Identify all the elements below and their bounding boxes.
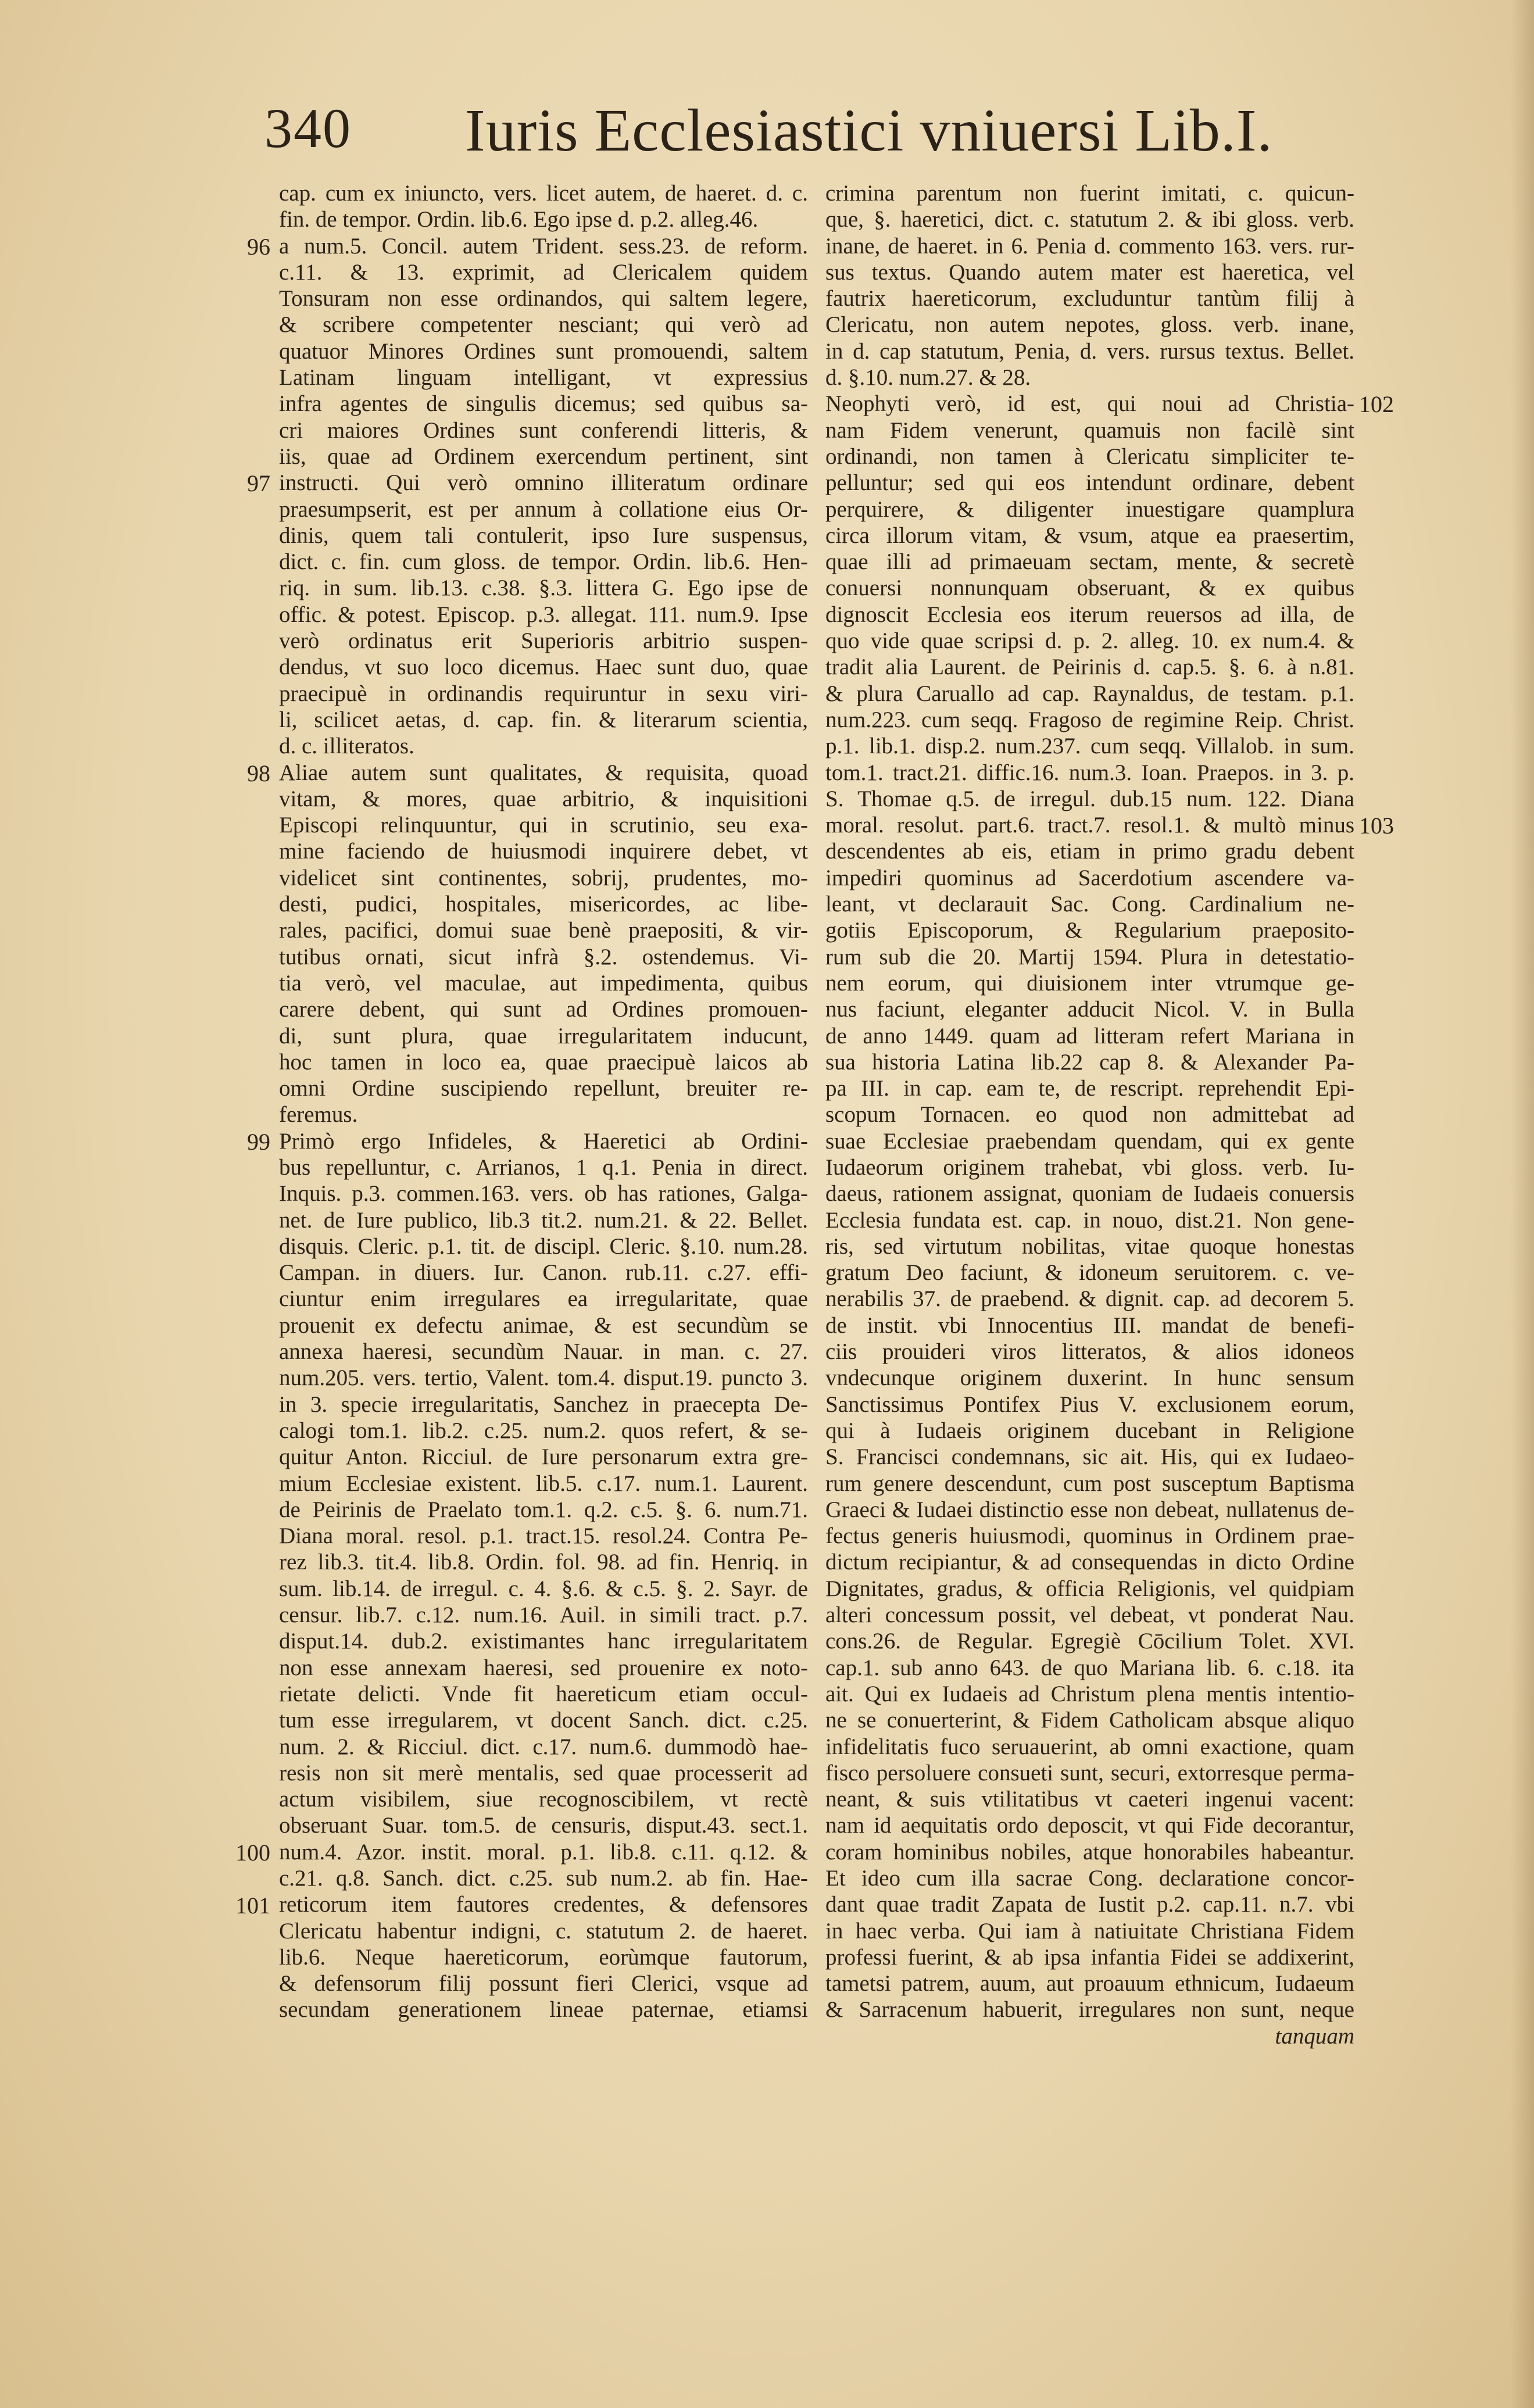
text-line: nus faciunt, eleganter adducit Nicol. V. in Bulla [825,997,1354,1022]
text-line: Inquis. p.3. commen.163. vers. ob has rationes, Galga- [279,1181,808,1207]
text-line: Ecclesia fundata est. cap. in nouo, dist.21. Non gene- [825,1207,1354,1233]
text-line: alteri concessum possit, vel debeat, vt ponderat Nau. [825,1602,1354,1628]
text-line: obseruant Suar. tom.5. de censuris, disput.43. sect.1. [279,1813,808,1838]
text-line: Clericatu, non autem nepotes, gloss. verb. inane, [825,312,1354,338]
text-line: ne se conuerterint, & Fidem Catholicam absque aliquo [825,1708,1354,1733]
text-line: Neophyti verò, id est, qui noui ad Christia- [825,391,1354,417]
text-line: in haec verba. Qui iam à natiuitate Christiana Fidem [825,1918,1354,1944]
text-line: crimina parentum non fuerint imitati, c. quicun- [825,181,1354,206]
margin-number: 103 [1359,813,1394,839]
text-line: praesumpserit, est per annum à collatione eius Or- [279,496,808,522]
text-line: quae illi ad primaeuam sectam, mente, & secretè [825,549,1354,575]
text-line: prouenit ex defectu animae, & est secundùm se [279,1312,808,1338]
text-line: Aliae autem sunt qualitates, & requisita, quoad [279,760,808,785]
text-line: inane, de haeret. in 6. Penia d. commento 163. vers. rur- [825,233,1354,259]
text-line: coram hominibus nobiles, atque honorabiles habeantur. [825,1839,1354,1865]
text-line: tum esse irregularem, vt docent Sanch. dict. c.25. [279,1708,808,1733]
text-line: reticorum item fautores credentes, & defensores [279,1892,808,1917]
text-line: infidelitatis fuco seruauerint, ab omni exactione, quam [825,1734,1354,1759]
text-line: annexa haeresi, secundùm Nauar. in man. c. 27. [279,1339,808,1365]
text-line: c.21. q.8. Sanch. dict. c.25. sub num.2. ab fin. Hae- [279,1866,808,1891]
text-line: scopum Tornacen. eo quod non admittebat ad [825,1102,1354,1128]
text-line: sus textus. Quando autem mater est haeretica, vel [825,259,1354,285]
text-line: rales, pacifici, domui suae benè praepositi, & vir- [279,918,808,943]
text-line: num.4. Azor. instit. moral. p.1. lib.8. c.11. q.12. & [279,1839,808,1865]
text-line: omni Ordine suscipiendo repellunt, breuiter re- [279,1076,808,1101]
text-line: professi fuerint, & ab ipsa infantia Fidei se addixerint, [825,1944,1354,1970]
text-line: Sanctissimus Pontifex Pius V. exclusionem eorum, [825,1391,1354,1417]
text-line: suae Ecclesiae praebendam quendam, qui ex gente [825,1128,1354,1154]
margin-number: 101 [235,1892,270,1919]
text-line: disput.14. dub.2. existimantes hanc irregularitatem [279,1629,808,1654]
page-number: 340 [264,97,352,159]
text-line: & scribere competenter nesciant; qui verò ad [279,312,808,338]
text-line: fisco persoluere consueti sunt, securi, extorresque perma- [825,1760,1354,1786]
text-line: videlicet sint continentes, sobrij, prudentes, mo- [279,865,808,890]
text-line: tradit alia Laurent. de Peirinis d. cap.5. §. 6. à n.81. [825,654,1354,680]
text-line: Primò ergo Infideles, & Haeretici ab Ordini- [279,1128,808,1154]
text-line: de anno 1449. quam ad litteram refert Mariana in [825,1023,1354,1049]
text-line: tom.1. tract.21. diffic.16. num.3. Ioan. Praepos. in 3. p. [825,760,1354,785]
text-line: dignoscit Ecclesia eos iterum reuersos ad illa, de [825,602,1354,627]
text-line: qui à Iudaeis originem ducebant in Religione [825,1418,1354,1443]
text-line: Iudaeorum originem trahebat, vbi gloss. verb. Iu- [825,1154,1354,1180]
margin-number: 102 [1359,391,1394,418]
text-line: & plura Caruallo ad cap. Raynaldus, de testam. p.1. [825,681,1354,706]
text-line: nerabilis 37. de praebend. & dignit. cap. ad decorem 5. [825,1286,1354,1312]
text-line: in d. cap statutum, Penia, d. vers. rursus textus. Bellet. [825,338,1354,364]
text-line: rietate delicti. Vnde fit haereticum etiam occul- [279,1681,808,1706]
margin-number: 97 [247,470,270,497]
text-line: pelluntur; sed qui eos intendunt ordinare, debent [825,470,1354,496]
text-line: ciis prouideri viros litteratos, & alios idoneos [825,1339,1354,1365]
text-line: ordinandi, non tamen à Clericatu simpliciter te- [825,443,1354,469]
text-line: ait. Qui ex Iudaeis ad Christum plena mentis intentio- [825,1681,1354,1706]
text-line: gotiis Episcoporum, & Regularium praeposito- [825,918,1354,943]
text-line: d. c. illiteratos. [279,734,414,759]
text-line: desti, pudici, hospitales, misericordes, ac libe- [279,892,808,917]
text-line: fectus generis huiusmodi, quominus in Ordinem prae- [825,1523,1354,1549]
text-line: d. §.10. num.27. & 28. [825,365,1031,391]
text-line: non esse annexam haeresi, sed prouenire ex noto- [279,1655,808,1680]
text-line: impediri quominus ad Sacerdotium ascendere va- [825,865,1354,890]
text-line: praecipuè in ordinandis requiruntur in sexu viri- [279,681,808,706]
text-line: & defensorum filij possunt fieri Clerici, vsque ad [279,1971,808,1996]
text-line: rum genere descendunt, cum post susceptum Baptisma [825,1470,1354,1496]
margin-number: 99 [247,1128,270,1155]
text-line: resis non sit merè mentalis, sed quae processerit ad [279,1760,808,1786]
text-line: vndecunque originem duxerint. In hunc sensum [825,1365,1354,1391]
text-line: a num.5. Concil. autem Trident. sess.23. de reform. [279,233,808,259]
text-line: Campan. in diuers. Iur. Canon. rub.11. c.27. effi- [279,1260,808,1286]
text-line: tutibus ornati, sicut infrà §.2. ostendemus. Vi- [279,944,808,969]
text-line: nem eorum, qui diuisionem inter vtrumque ge- [825,970,1354,996]
text-line: dictum recipiantur, & ad consequendas in dicto Ordine [825,1550,1354,1575]
text-line: cap. cum ex iniuncto, vers. licet autem, de haeret. d. c. [279,181,808,206]
margin-number: 100 [235,1839,270,1866]
text-line: de Peirinis de Praelato tom.1. q.2. c.5. §. 6. num.71. [279,1497,808,1522]
text-line: dinis, quem tali contulerit, ipso Iure suspensus, [279,523,808,548]
text-line: nam Fidem venerunt, quamuis non facilè sint [825,417,1354,443]
text-line: ris, sed virtutum nobilitas, vitae quoque honestas [825,1233,1354,1259]
text-line: leant, vt declarauit Sac. Cong. Cardinalium ne- [825,892,1354,917]
text-line: tametsi patrem, auum, aut proauum ethnicum, Iudaeum [825,1971,1354,1996]
text-line: moral. resolut. part.6. tract.7. resol.1. & multò minus [825,813,1354,838]
text-line: c.11. & 13. exprimit, ad Clericalem quidem [279,259,808,285]
text-line: que, §. haeretici, dict. c. statutum 2. & ibi gloss. verb. [825,207,1354,232]
margin-number: 96 [247,233,270,260]
page-edge-shadow [1511,0,1534,2408]
running-head: Iuris Ecclesiastici vniuersi Lib.I. [465,97,1273,164]
text-line: quo vide quae scripsi d. p. 2. alleg. 10. ex num.4. & [825,628,1354,654]
text-line: Graeci & Iudaei distinctio esse non debeat, nullatenus de- [825,1497,1354,1522]
text-line: censur. lib.7. c.12. num.16. Auil. in simili tract. p.7. [279,1602,808,1628]
text-line: quatuor Minores Ordines sunt promouendi, saltem [279,338,808,364]
text-line: secundam generationem lineae paternae, etiamsi [279,1997,808,2023]
text-line: nam id aequitatis ordo deposcit, vt qui Fide decorantur, [825,1813,1354,1838]
catchword: tanquam [1275,2023,1354,2049]
text-line: circa illorum vitam, & vsum, atque ea praesertim, [825,523,1354,548]
text-line: neant, & suis vtilitatibus vt caeteri ingenui vacent: [825,1787,1354,1812]
text-line: p.1. lib.1. disp.2. num.237. cum seqq. Villalob. in sum. [825,734,1354,759]
text-line: fautrix haereticorum, excluduntur tantùm filij à [825,286,1354,312]
text-line: vitam, & mores, quae arbitrio, & inquisitioni [279,786,808,811]
text-line: dendus, vt suo loco dicemus. Haec sunt duo, quae [279,654,808,680]
text-line: Dignitates, gradus, & officia Religionis, vel quidpiam [825,1576,1354,1601]
text-line: daeus, rationem assignat, quoniam de Iudaeis conuersis [825,1181,1354,1207]
text-line: & Sarracenum habuerit, irregulares non sunt, neque [825,1997,1354,2023]
text-line: iis, quae ad Ordinem exercendum pertinent, sint [279,443,808,469]
text-line: cri maiores Ordines sunt conferendi litteris, & [279,417,808,443]
text-line: tia verò, vel maculae, aut impedimenta, quibus [279,970,808,996]
text-line: di, sunt plura, quae irregularitatem inducunt, [279,1023,808,1049]
text-line: perquirere, & diligenter inuestigare quamplura [825,496,1354,522]
right-text-column [825,180,1354,2049]
text-line: sua historia Latina lib.22 cap 8. & Alexander Pa- [825,1049,1354,1075]
text-line: instructi. Qui verò omnino illiteratum ordinare [279,470,808,496]
text-line: mium Ecclesiae existent. lib.5. c.17. num.1. Laurent. [279,1470,808,1496]
text-line: disquis. Cleric. p.1. tit. de discipl. Cleric. §.10. num.28. [279,1233,808,1259]
text-line: num.205. vers. tertio, Valent. tom.4. disput.19. puncto 3. [279,1365,808,1391]
text-line: feremus. [279,1102,358,1128]
text-line: riq. in sum. lib.13. c.38. §.3. littera G. Ego ipse de [279,575,808,601]
text-line: dant quae tradit Zapata de Iustit p.2. cap.11. n.7. vbi [825,1892,1354,1917]
text-line: num. 2. & Ricciul. dict. c.17. num.6. dummodò hae- [279,1734,808,1759]
text-line: Episcopi relinquuntur, qui in scrutinio, seu exa- [279,813,808,838]
text-line: mine faciendo de huiusmodi inquirere debet, vt [279,839,808,864]
text-line: quitur Anton. Ricciul. de Iure personarum extra gre- [279,1444,808,1470]
text-line: Diana moral. resol. p.1. tract.15. resol.24. Contra Pe- [279,1523,808,1549]
text-line: calogi tom.1. lib.2. c.25. num.2. quos refert, & se- [279,1418,808,1443]
text-line: num.223. cum seqq. Fragoso de regimine Reip. Christ. [825,707,1354,732]
text-line: cons.26. de Regular. Egregiè Cōcilium Tolet. XVI. [825,1629,1354,1654]
left-text-column [279,180,808,2023]
text-line: rez lib.3. tit.4. lib.8. Ordin. fol. 98. ad fin. Henriq. in [279,1550,808,1575]
text-line: verò ordinatus erit Superioris arbitrio suspen- [279,628,808,654]
text-line: ciuntur enim irregulares ea irregularitate, quae [279,1286,808,1312]
text-line: in 3. specie irregularitatis, Sanchez in praecepta De- [279,1391,808,1417]
text-line: bus repelluntur, c. Arrianos, 1 q.1. Penia in direct. [279,1154,808,1180]
text-line: hoc tamen in loco ea, quae praecipuè laicos ab [279,1049,808,1075]
text-line: Latinam linguam intelligant, vt expressius [279,365,808,391]
text-line: net. de Iure publico, lib.3 tit.2. num.21. & 22. Bellet. [279,1207,808,1233]
text-line: infra agentes de singulis dicemus; sed quibus sa- [279,391,808,417]
text-line: cap.1. sub anno 643. de quo Mariana lib. 6. c.18. ita [825,1655,1354,1680]
text-line: li, scilicet aetas, d. cap. fin. & literarum scientia, [279,707,808,732]
text-line: actum visibilem, siue recognoscibilem, vt rectè [279,1787,808,1812]
margin-number: 98 [247,760,270,786]
text-line: sum. lib.14. de irregul. c. 4. §.6. & c.5. §. 2. Sayr. de [279,1576,808,1601]
text-line: descendentes ab eis, etiam in primo gradu debent [825,839,1354,864]
text-line: S. Thomae q.5. de irregul. dub.15 num. 122. Diana [825,786,1354,811]
text-line: Clericatu habentur indigni, c. statutum 2. de haeret. [279,1918,808,1944]
text-line: offic. & potest. Episcop. p.3. allegat. 111. num.9. Ipse [279,602,808,627]
text-line: fin. de tempor. Ordin. lib.6. Ego ipse d. p.2. alleg.46. [279,207,759,232]
text-line: gratum Deo faciunt, & idoneum seruitorem. c. ve- [825,1260,1354,1286]
text-line: Et ideo cum illa sacrae Cong. declaratione concor- [825,1866,1354,1891]
text-line: carere debent, qui sunt ad Ordines promouen- [279,997,808,1022]
text-line: lib.6. Neque haereticorum, eorùmque fautorum, [279,1944,808,1970]
text-line: Tonsuram non esse ordinandos, qui saltem legere, [279,286,808,312]
text-line: rum sub die 20. Martij 1594. Plura in detestatio- [825,944,1354,969]
page-header [264,96,1369,171]
text-line: de instit. vbi Innocentius III. mandat de benefi- [825,1312,1354,1338]
text-line: dict. c. fin. cum gloss. de tempor. Ordin. lib.6. Hen- [279,549,808,575]
text-line: S. Francisci condemnans, sic ait. His, qui ex Iudaeo- [825,1444,1354,1470]
text-line: conuersi nonnunquam obseruant, & ex quibus [825,575,1354,601]
text-line: pa III. in cap. eam te, de rescript. reprehendit Epi- [825,1076,1354,1101]
